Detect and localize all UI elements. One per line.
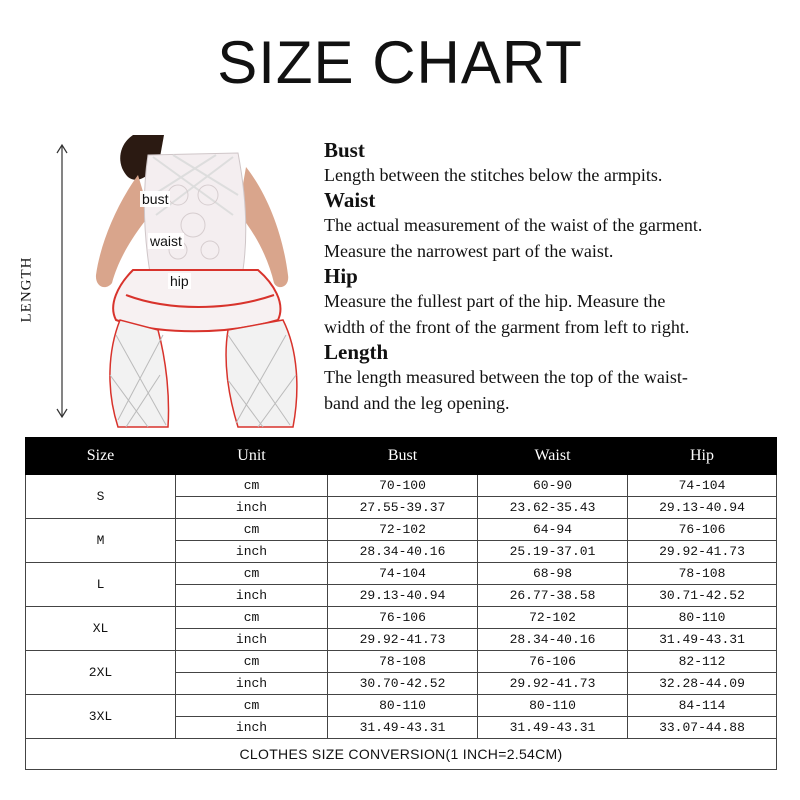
value-cell: 82-112 [628, 651, 777, 673]
unit-cell: inch [176, 497, 328, 519]
size-cell: S [26, 475, 176, 519]
value-cell: 64-94 [478, 519, 628, 541]
definition-waist [324, 188, 794, 264]
table-row [26, 651, 777, 673]
value-cell: 80-110 [628, 607, 777, 629]
table-body [26, 475, 777, 739]
value-cell: 26.77-38.58 [478, 585, 628, 607]
value-cell: 72-102 [328, 519, 478, 541]
value-cell: 84-114 [628, 695, 777, 717]
definition-term: Bust [324, 138, 365, 162]
value-cell: 80-110 [328, 695, 478, 717]
value-cell: 60-90 [478, 475, 628, 497]
unit-cell: cm [176, 607, 328, 629]
definition-term: Hip [324, 264, 358, 288]
value-cell: 28.34-40.16 [478, 629, 628, 651]
value-cell: 31.49-43.31 [628, 629, 777, 651]
bust-tag: bust [142, 191, 169, 207]
length-label: LENGTH [18, 256, 35, 323]
definition-text: Measure the narrowest part of the waist. [324, 241, 614, 261]
table-footer-row [26, 739, 777, 770]
value-cell: 30.71-42.52 [628, 585, 777, 607]
definition-term: Length [324, 340, 389, 364]
conversion-note: CLOTHES SIZE CONVERSION(1 INCH=2.54CM) [26, 739, 777, 770]
length-arrow-icon [55, 143, 69, 419]
unit-cell: inch [176, 541, 328, 563]
value-cell: 80-110 [478, 695, 628, 717]
unit-cell: cm [176, 651, 328, 673]
definition-text: band and the leg opening. [324, 393, 510, 413]
value-cell: 32.28-44.09 [628, 673, 777, 695]
page-title: SIZE CHART [217, 29, 583, 96]
model-figure [20, 135, 310, 430]
value-cell: 29.92-41.73 [328, 629, 478, 651]
value-cell: 78-108 [628, 563, 777, 585]
value-cell: 74-104 [628, 475, 777, 497]
unit-cell: inch [176, 585, 328, 607]
table-row [26, 563, 777, 585]
value-cell: 28.34-40.16 [328, 541, 478, 563]
size-cell: L [26, 563, 176, 607]
header-unit: Unit [176, 438, 328, 475]
value-cell: 27.55-39.37 [328, 497, 478, 519]
header-hip: Hip [628, 438, 777, 475]
value-cell: 23.62-35.43 [478, 497, 628, 519]
waist-tag: waist [150, 233, 182, 249]
value-cell: 31.49-43.31 [478, 717, 628, 739]
table-row [26, 607, 777, 629]
unit-cell: cm [176, 695, 328, 717]
value-cell: 29.92-41.73 [628, 541, 777, 563]
header-waist: Waist [478, 438, 628, 475]
table-row [26, 475, 777, 497]
value-cell: 29.92-41.73 [478, 673, 628, 695]
unit-cell: cm [176, 475, 328, 497]
unit-cell: inch [176, 673, 328, 695]
definition-bust [324, 138, 794, 188]
size-table [25, 437, 777, 770]
unit-cell: inch [176, 629, 328, 651]
header-bust: Bust [328, 438, 478, 475]
model-illustration-icon [78, 135, 310, 430]
definition-length [324, 340, 794, 416]
unit-cell: cm [176, 563, 328, 585]
value-cell: 76-106 [628, 519, 777, 541]
definition-text: Length between the stitches below the armpits. [324, 165, 663, 185]
value-cell: 68-98 [478, 563, 628, 585]
value-cell: 31.49-43.31 [328, 717, 478, 739]
hip-tag: hip [170, 273, 189, 289]
size-cell: XL [26, 607, 176, 651]
definition-term: Waist [324, 188, 376, 212]
size-table-container [25, 437, 776, 770]
definition-text: The actual measurement of the waist of the garment. [324, 215, 703, 235]
value-cell: 76-106 [328, 607, 478, 629]
measurement-definitions [324, 138, 794, 416]
value-cell: 70-100 [328, 475, 478, 497]
definition-hip [324, 264, 794, 340]
size-cell: 2XL [26, 651, 176, 695]
value-cell: 30.70-42.52 [328, 673, 478, 695]
size-cell: M [26, 519, 176, 563]
definition-text: Measure the fullest part of the hip. Measure the [324, 291, 666, 311]
value-cell: 29.13-40.94 [628, 497, 777, 519]
value-cell: 78-108 [328, 651, 478, 673]
definition-text: width of the front of the garment from left to right. [324, 317, 690, 337]
table-header-row [26, 438, 777, 475]
value-cell: 29.13-40.94 [328, 585, 478, 607]
value-cell: 72-102 [478, 607, 628, 629]
value-cell: 76-106 [478, 651, 628, 673]
size-cell: 3XL [26, 695, 176, 739]
definition-text: The length measured between the top of the waist- [324, 367, 688, 387]
value-cell: 74-104 [328, 563, 478, 585]
value-cell: 25.19-37.01 [478, 541, 628, 563]
value-cell: 33.07-44.88 [628, 717, 777, 739]
table-row [26, 695, 777, 717]
unit-cell: cm [176, 519, 328, 541]
unit-cell: inch [176, 717, 328, 739]
header-size: Size [26, 438, 176, 475]
table-row [26, 519, 777, 541]
